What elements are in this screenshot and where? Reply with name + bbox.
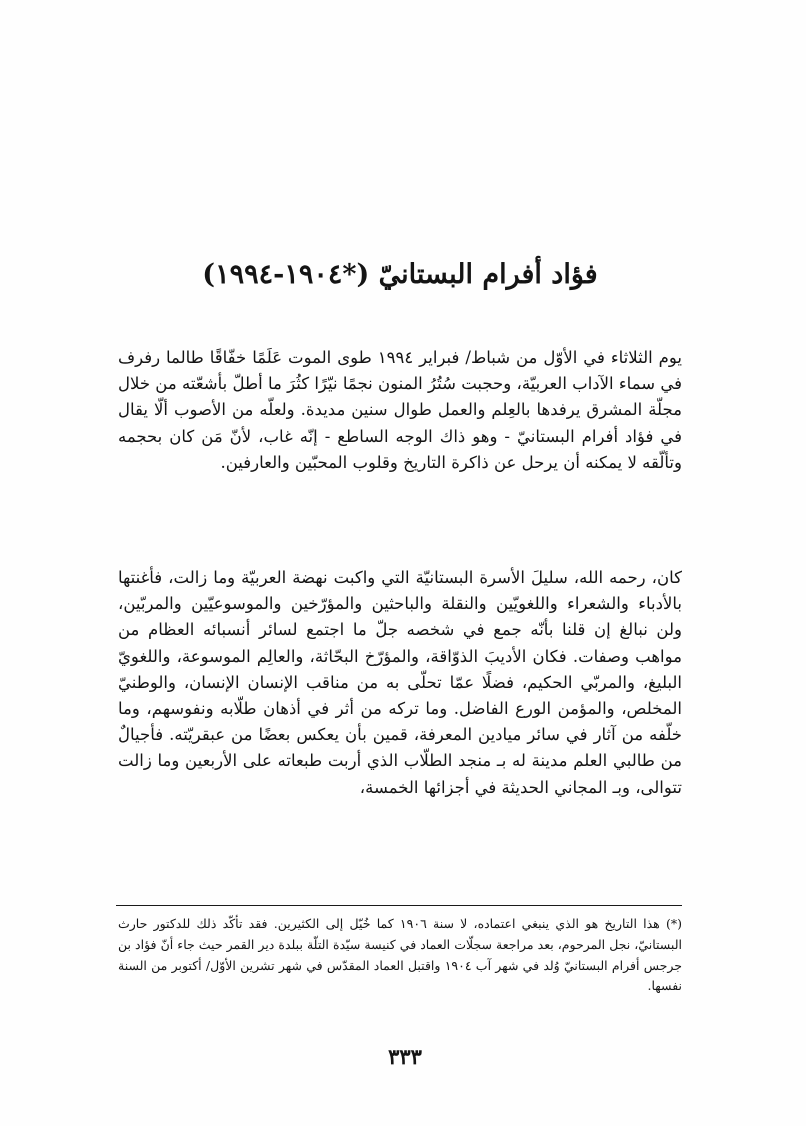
footnote-divider [116,905,682,906]
footnote: (*) هذا التاريخ هو الذي ينبغي اعتماده، لا سنة ۱۹۰٦ كما خُيّل إلى الكثيرين. فقد تأكّد ذلك للدكتور حارث البستانيّ، نجل المرحوم، بعد مراجعة سجلّات العماد في كنيسة سيّدة التلّة ببلدة دير القمر حيث جاء أنّ فؤاد بن جرجس أفرام البستانيّ وُلد في شهر آب ۱۹۰٤ واقتبل العماد المقدّس في شهر تشرين الأوّل/ أكتوبر من السنة نفسها. [118,916,683,994]
body-paragraph-1: يوم الثلاثاء في الأوّل من شباط/ فبراير ۱۹۹٤ طوى الموت عَلَمًا خفّاقًا طالما رفرف في سماء الآداب العربيّة، وحجبت سُتُرُ المنون نجمًا نيّرًا كثُرَ ما أطلّ بأشعّته من خلال مجلّة المشرق يرفدها بالعِلم والعمل طوال سنين مديدة. ولعلّه من الأصوب ألّا يقال في فؤاد أفرام البستانيّ - وهو ذاك الوجه الساطع - إنّه غاب، لأنّ مَن كان بحجمه وتألّقه لا يمكنه أن يرحل عن ذاكرة التاريخ وقلوب المحبّين والعارفين. [118,348,682,472]
body-paragraph-2: كان، رحمه الله، سليلَ الأسرة البستانيّة التي واكبت نهضة العربيّة وما زالت، فأغنتها بالأدباء والشعراء واللغويّين والنقلة والباحثين والمؤرّخين والموسوعيّين والمربّين، ولن نبالغ إن قلنا بأنّه جمع في شخصه جلّ ما اجتمع لسائر أنسبائه العظام من مواهب وصفات. فكان الأديبَ الذوّاقة، والمؤرّخ البحّاثة، والعالِم الموسوعة، واللغويّ البليغ، والمربّي الحكيم، فضلًا عمّا تحلّى به من مناقب الإنسان الإنسان، والوطنيّ المخلص، والمؤمن الورع الفاضل. وما تركه من أثر في أذهان طلّابه ونفوسهم، وما خلّفه من آثار في سائر ميادين المعرفة، قمين بأن يعكس بعضًا من عبقريّته. فأجيالٌ من طالبي العلم مدينة له بـ منجد الطلّاب الذي أربت طبعاته على الأربعين وما زالت تتوالى، وبـ المجاني الحديثة في أجزائها الخمسة، [118,568,682,797]
page-number: ۳۳۳ [388,1044,422,1069]
chapter-title: فؤاد أفرام البستانيّ (*۱۹۰٤-۱۹۹٤) [202,259,598,290]
